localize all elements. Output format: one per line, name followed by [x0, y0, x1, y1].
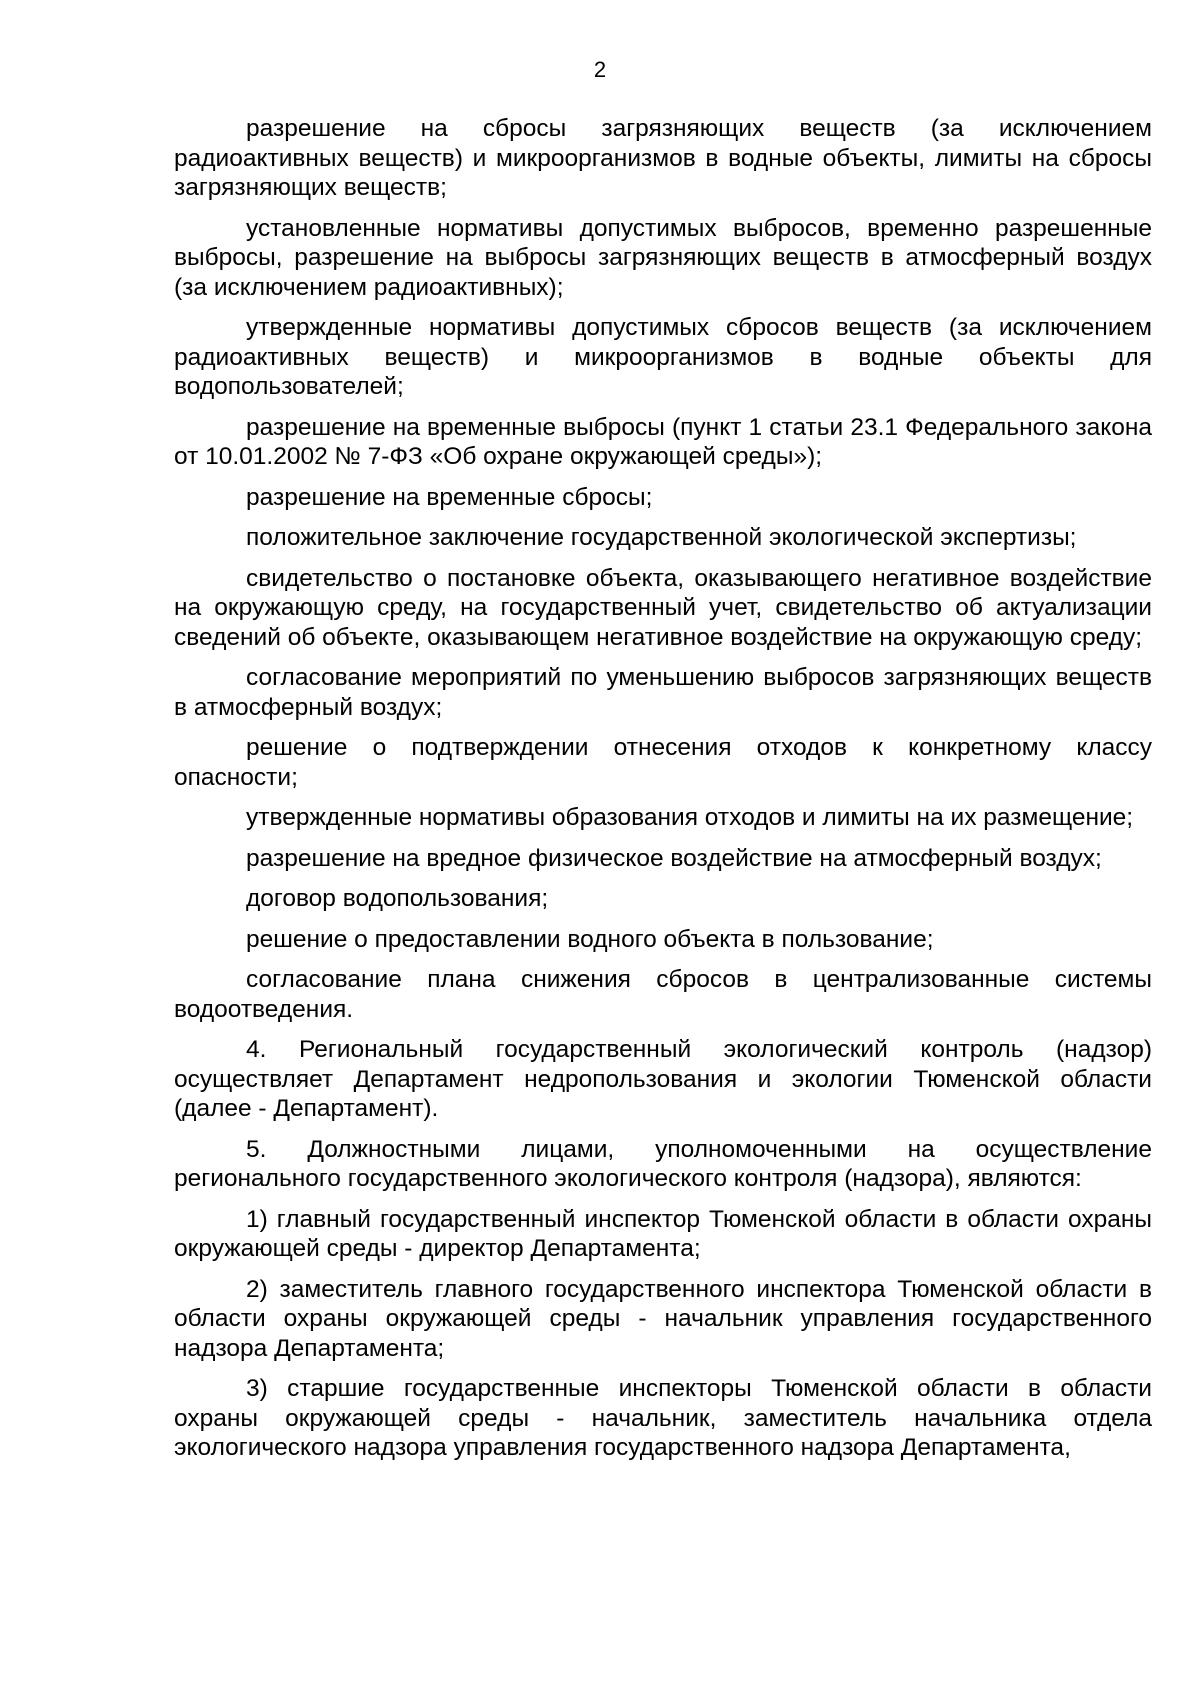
paragraph-water-body-decision: решение о предоставлении водного объекта в пользование;: [246, 925, 934, 953]
paragraph-subitem-3: 3) старшие государственные инспекторы Тюменской области в области охраны окружающей среды - начальник, заместитель начальника отдела экологического надзора управления государственного надзора Департамента,: [174, 1375, 1152, 1461]
paragraph-temporary-discharges: разрешение на временные сбросы;: [246, 483, 653, 511]
paragraph-emission-standards: установленные нормативы допустимых выбросов, временно разрешенные выбросы, разрешение на выбросы загрязняющих веществ в атмосферный воздух (за исключением радиоактивных);: [174, 214, 1152, 301]
paragraph-emission-reduction: согласование мероприятий по уменьшению выбросов загрязняющих веществ в атмосферный воздух;: [174, 664, 1152, 721]
paragraph-item-4: 4. Региональный государственный экологический контроль (надзор) осуществляет Департамент недропользования и экологии Тюменской области (далее - Департамент).: [174, 1036, 1152, 1122]
paragraph-registration-certificate: свидетельство о постановке объекта, оказывающего негативное воздействие на окружающую среду, на государственный учет, свидетельство об актуализации сведений об объекте, оказывающем негативное воздействие на окружающую среду;: [174, 564, 1152, 651]
paragraph-temporary-emissions: разрешение на временные выбросы (пункт 1 статьи 23.1 Федерального закона от 10.01.2002 № 7-ФЗ «Об охране окружающей среды»);: [174, 413, 1152, 470]
paragraph-subitem-1: 1) главный государственный инспектор Тюменской области в области охраны окружающей среды - директор Департамента;: [174, 1205, 1152, 1262]
paragraph-subitem-2: 2) заместитель главного государственного инспектора Тюменской области в области охраны окружающей среды - начальник управления государственного надзора Департамента;: [174, 1275, 1152, 1362]
page-number: 2: [593, 57, 607, 82]
document-body: [174, 114, 1152, 1474]
paragraph-discharge-permit: разрешение на сбросы загрязняющих веществ (за исключением радиоактивных веществ) и микроорганизмов в водные объекты, лимиты на сбросы загрязняющих веществ;: [174, 115, 1152, 201]
paragraph-waste-standards: утвержденные нормативы образования отходов и лимиты на их размещение;: [246, 804, 1134, 831]
paragraph-expert-conclusion: положительное заключение государственной экологической экспертизы;: [246, 524, 1077, 551]
paragraph-physical-impact: разрешение на вредное физическое воздействие на атмосферный воздух;: [246, 844, 1102, 872]
paragraph-discharge-reduction-plan: согласование плана снижения сбросов в централизованные системы водоотведения.: [174, 966, 1152, 1023]
paragraph-discharge-standards: утвержденные нормативы допустимых сбросов веществ (за исключением радиоактивных веществ) и микроорганизмов в водные объекты для водопользователей;: [174, 314, 1152, 400]
paragraph-water-use-contract: договор водопользования;: [246, 885, 549, 912]
paragraph-waste-hazard-class: решение о подтверждении отнесения отходов к конкретному классу опасности;: [174, 734, 1152, 791]
paragraph-item-5: 5. Должностными лицами, уполномоченными на осуществление регионального государственного экологического контроля (надзора), являются:: [174, 1135, 1152, 1192]
